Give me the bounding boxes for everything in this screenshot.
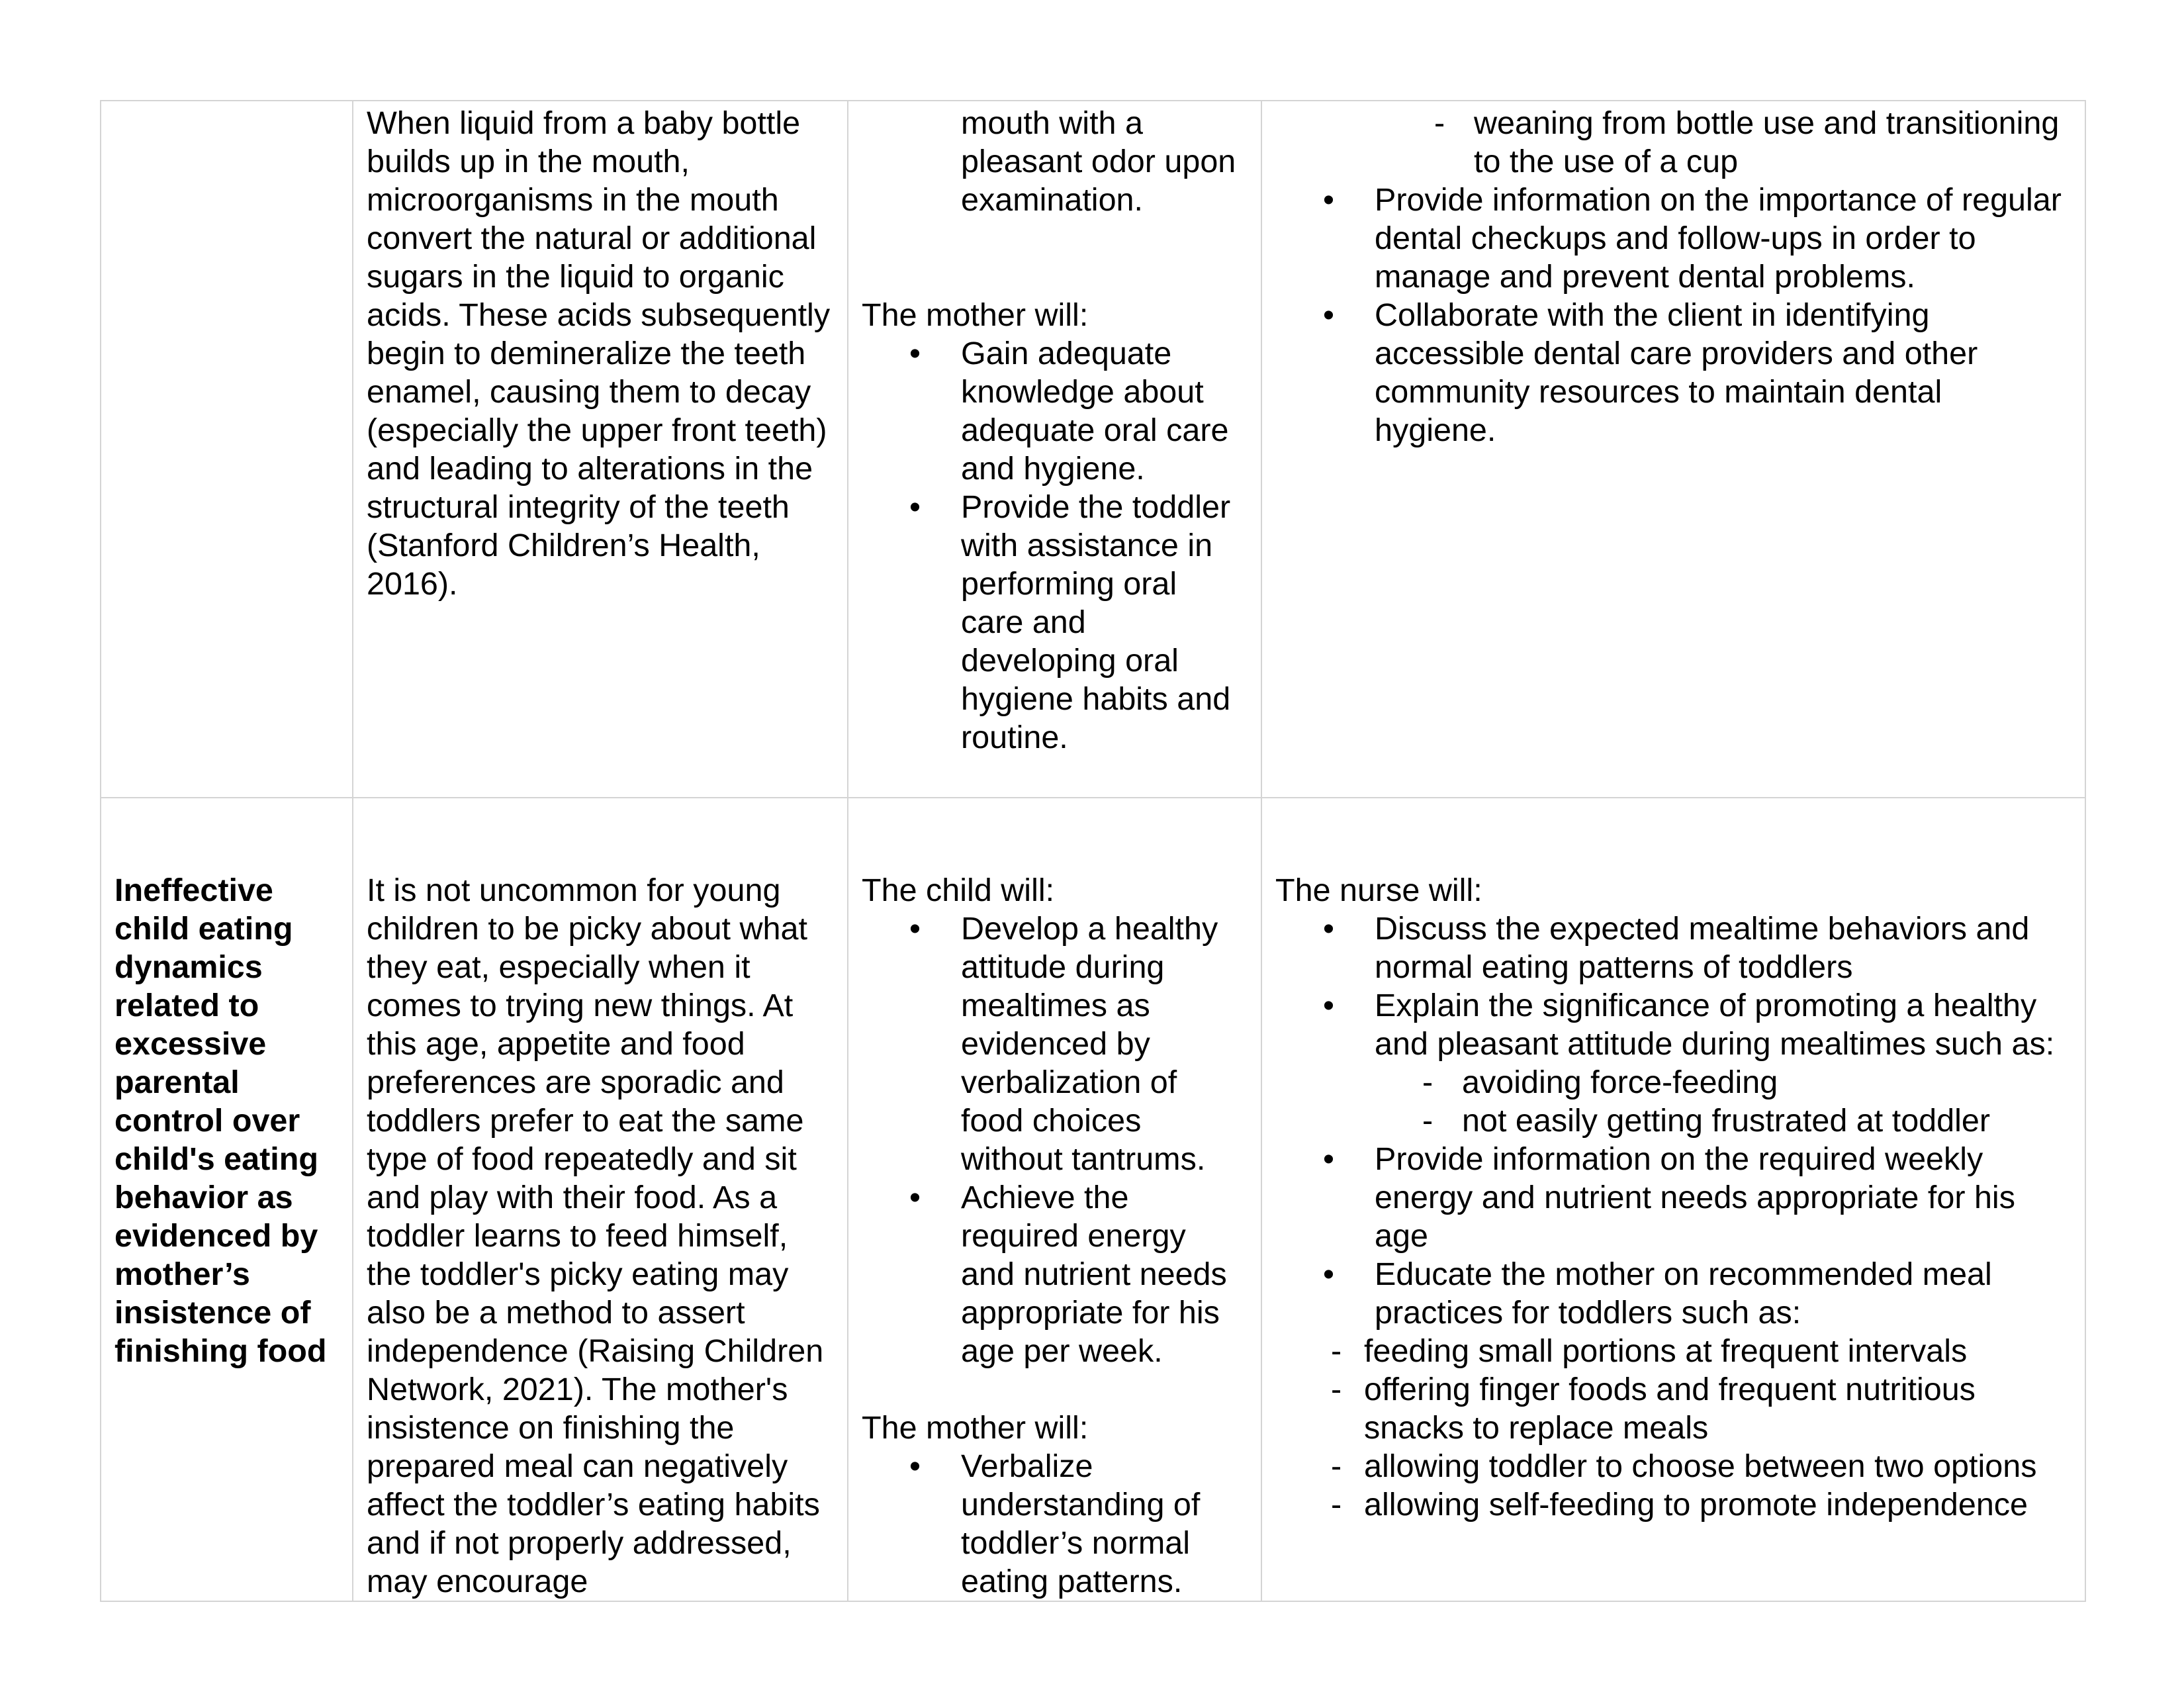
goals-cell	[848, 101, 1261, 798]
mother-goals-list	[862, 1447, 1248, 1601]
rationale-cell	[353, 798, 848, 1601]
list-item: • Discuss the expected mealtime behaviors and normal eating patterns of toddlers	[1275, 910, 2071, 986]
continued-dash-list	[1275, 104, 2071, 181]
list-item: • Verbalize understanding of toddler’s normal eating patterns.	[862, 1447, 1248, 1601]
list-item: - allowing toddler to choose between two options	[1275, 1447, 2071, 1485]
interventions-cell	[1261, 101, 2085, 798]
list-item: - not easily getting frustrated at toddler	[1275, 1102, 2071, 1140]
meal-practices-list	[1275, 1332, 2071, 1524]
goal-continued-text: mouth with a pleasant odor upon examination.	[961, 105, 1236, 218]
list-item: • Gain adequate knowledge about adequate oral care and hygiene.	[862, 334, 1248, 488]
list-item: - allowing self-feeding to promote independence	[1275, 1485, 2071, 1524]
list-item: - offering finger foods and frequent nutritious snacks to replace meals	[1275, 1370, 2071, 1447]
list-item: • Provide the toddler with assistance in performing oral care and developing oral hygiene habits and routine.	[862, 488, 1248, 757]
interventions-cell	[1261, 798, 2085, 1601]
list-item: • Provide information on the importance of regular dental checkups and follow-ups in order to manage and prevent dental problems.	[1275, 181, 2071, 296]
mother-goals-heading: The mother will:	[862, 297, 1089, 333]
diagnosis-cell	[101, 101, 353, 798]
goals-cell	[848, 798, 1261, 1601]
list-item: • Educate the mother on recommended meal practices for toddlers such as:	[1275, 1255, 2071, 1332]
mother-goals-list	[862, 334, 1248, 757]
list-item: • Develop a healthy attitude during mealtimes as evidenced by verbalization of food choices without tantrums.	[862, 910, 1248, 1178]
diagnosis-cell	[101, 798, 353, 1601]
nursing-diagnosis-text: Ineffective child eating dynamics related to excessive parental control over child's eating behavior as evidenced by mother’s insistence of finishing food	[114, 872, 327, 1369]
interventions-list	[1275, 910, 2071, 1332]
list-item	[1275, 986, 2071, 1140]
list-item: • Collaborate with the client in identifying accessible dental care providers and other community resources to maintain dental hygiene.	[1275, 296, 2071, 449]
mother-goals-heading: The mother will:	[862, 1410, 1089, 1446]
rationale-text: When liquid from a baby bottle builds up in the mouth, microorganisms in the mouth convert the natural or additional sugars in the liquid to organic acids. These acids subsequently begin to demineralize the teeth enamel, causing them to decay (especially the upper front teeth) and leading to alterations in the structural integrity of the teeth (Stanford Children’s Health, 2016).	[367, 105, 831, 602]
child-goals-heading: The child will:	[862, 872, 1055, 908]
list-item: - feeding small portions at frequent intervals	[1275, 1332, 2071, 1370]
list-item: - weaning from bottle use and transitioning to the use of a cup	[1275, 104, 2071, 181]
interventions-list	[1275, 181, 2071, 449]
list-item: • Achieve the required energy and nutrient needs appropriate for his age per week.	[862, 1178, 1248, 1370]
nurse-interventions-heading: The nurse will:	[1275, 872, 1482, 908]
rationale-cell	[353, 101, 848, 798]
rationale-text: It is not uncommon for young children to be picky about what they eat, especially when it comes to trying new things. At this age, appetite and food preferences are sporadic and toddlers prefer to eat the same type of food repeatedly and sit and play with their food. As a toddler learns to feed himself, the toddler's picky eating may also be a method to assert independence (Raising Children Network, 2021). The mother's insistence on finishing the prepared meal can negatively affect the toddler’s eating habits and if not properly addressed, may encourage	[367, 872, 824, 1599]
sub-list	[1275, 1063, 2071, 1140]
child-goals-list	[862, 910, 1248, 1370]
list-item: - avoiding force-feeding	[1275, 1063, 2071, 1102]
list-item-text: Explain the significance of promoting a healthy and pleasant attitude during mealtimes such as:	[1375, 988, 2055, 1062]
table-row	[101, 101, 2085, 798]
table-row	[101, 798, 2085, 1601]
nursing-care-plan-table	[100, 100, 2086, 1602]
list-item: • Provide information on the required weekly energy and nutrient needs appropriate for his age	[1275, 1140, 2071, 1255]
